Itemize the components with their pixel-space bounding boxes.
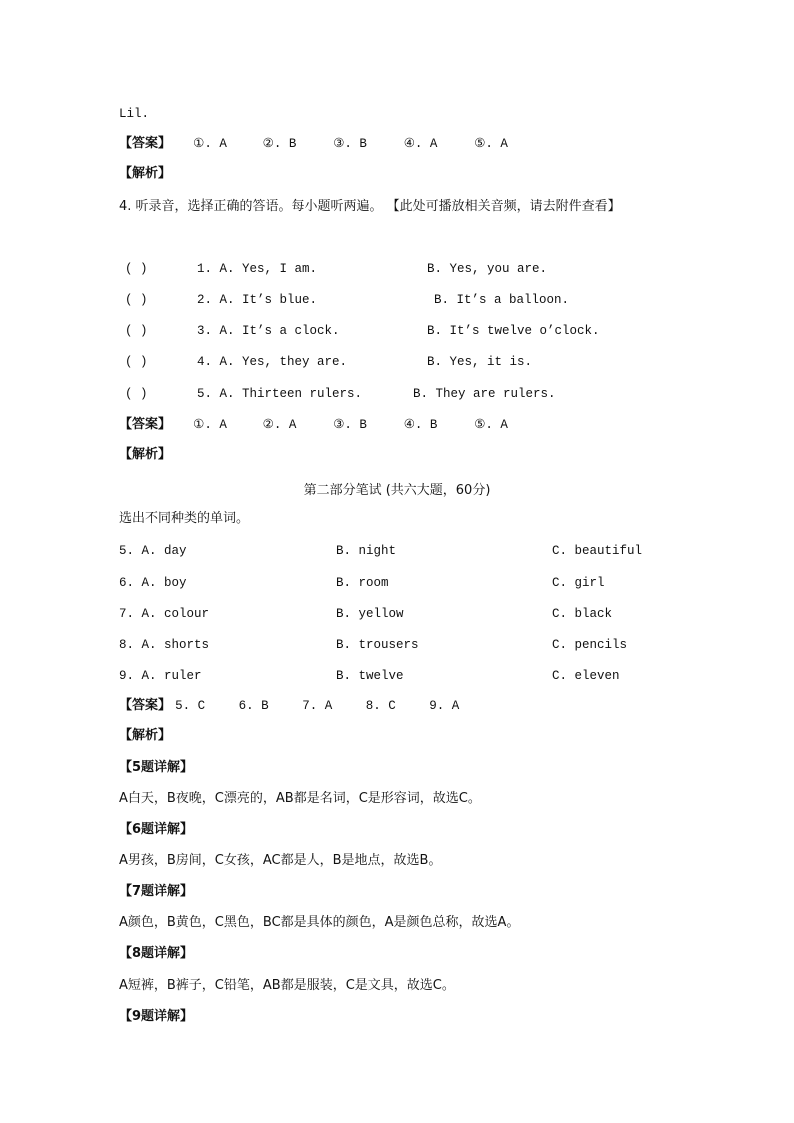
- answer-item: 6. B: [238, 699, 269, 713]
- option-a: 3. A. It’s a clock.: [197, 324, 340, 338]
- detail-body: A白天，B夜晚，C漂亮的，AB都是名词，C是形容词，故选C。: [119, 791, 481, 806]
- q4-instruction: 4. 听录音，选择正确的答语。每小题听两遍。 【此处可播放相关音频，请去附件查看】: [119, 199, 621, 214]
- analysis-tag: 【解析】: [119, 166, 172, 181]
- answer-tag: 【答案】: [119, 417, 172, 432]
- detail-body: A短裤，B裤子，C铅笔，AB都是服装，C是文具，故选C。: [119, 978, 455, 993]
- detail-body: A男孩，B房间，C女孩，AC都是人，B是地点，故选B。: [119, 853, 442, 868]
- detail-heading: 【7题详解】: [119, 884, 194, 899]
- answer-blank: ( ): [125, 293, 148, 307]
- answer-tag: 【答案】: [119, 136, 172, 151]
- answer-item: ④. A: [403, 137, 438, 151]
- answer-blank: ( ): [125, 262, 148, 276]
- answer-item: 5. C: [175, 699, 206, 713]
- answer-blank: ( ): [125, 324, 148, 338]
- answer-item: 8. C: [365, 699, 396, 713]
- option-b: B. room: [336, 576, 389, 590]
- option-b: B. night: [336, 544, 397, 558]
- answer-item: ②. B: [262, 137, 297, 151]
- option-a: 4. A. Yes, they are.: [197, 355, 348, 369]
- option-a: 5. A. day: [119, 544, 187, 558]
- option-b: B. It’s twelve o’clock.: [427, 324, 600, 338]
- option-a: 1. A. Yes, I am.: [197, 262, 318, 276]
- option-a: 5. A. Thirteen rulers.: [197, 387, 363, 401]
- part2-instruction: 选出不同种类的单词。: [119, 511, 250, 526]
- option-a: 6. A. boy: [119, 576, 187, 590]
- option-c: C. eleven: [552, 669, 620, 683]
- answer-item: ①. A: [193, 418, 227, 432]
- answer-item: ⑤. A: [474, 418, 508, 432]
- answer-item: ②. A: [262, 418, 297, 432]
- option-b: B. Yes, you are.: [427, 262, 548, 276]
- part2-title: 第二部分笔试 (共六大题，60分): [303, 483, 491, 498]
- option-c: C. pencils: [552, 638, 628, 652]
- option-b: B. twelve: [336, 669, 404, 683]
- answer-item: 9. A: [429, 699, 460, 713]
- option-b: B. It’s a balloon.: [434, 293, 570, 307]
- detail-body: A颜色，B黄色，C黑色，BC都是具体的颜色，A是颜色总称，故选A。: [119, 915, 520, 930]
- option-c: C. girl: [552, 576, 605, 590]
- answer-tag: 【答案】: [119, 698, 172, 713]
- answer-blank: ( ): [125, 355, 148, 369]
- option-a: 9. A. ruler: [119, 669, 202, 683]
- analysis-tag: 【解析】: [119, 728, 172, 743]
- option-c: C. black: [552, 607, 613, 621]
- answer-item: ④. B: [403, 418, 438, 432]
- option-b: B. trousers: [336, 638, 419, 652]
- answer-item: 7. A: [302, 699, 333, 713]
- option-b: B. They are rulers.: [413, 387, 556, 401]
- detail-heading: 【8题详解】: [119, 946, 194, 961]
- answer-item: ⑤. A: [474, 137, 508, 151]
- option-b: B. yellow: [336, 607, 404, 621]
- option-a: 7. A. colour: [119, 607, 210, 621]
- answer-item: ③. B: [333, 418, 367, 432]
- answer-blank: ( ): [125, 387, 148, 401]
- previous-answer-tail: Lil.: [119, 107, 150, 121]
- q4-answer-row: [119, 417, 508, 433]
- answer-item: ③. B: [333, 137, 367, 151]
- odd-answer-row: [119, 698, 459, 714]
- answer-item: ①. A: [193, 137, 227, 151]
- q3-answer-row: [119, 136, 508, 152]
- detail-heading: 【9题详解】: [119, 1009, 194, 1024]
- detail-heading: 【5题详解】: [119, 760, 194, 775]
- detail-heading: 【6题详解】: [119, 822, 194, 837]
- option-a: 2. A. It’s blue.: [197, 293, 318, 307]
- option-a: 8. A. shorts: [119, 638, 210, 652]
- option-c: C. beautiful: [552, 544, 643, 558]
- option-b: B. Yes, it is.: [427, 355, 533, 369]
- analysis-tag: 【解析】: [119, 447, 172, 462]
